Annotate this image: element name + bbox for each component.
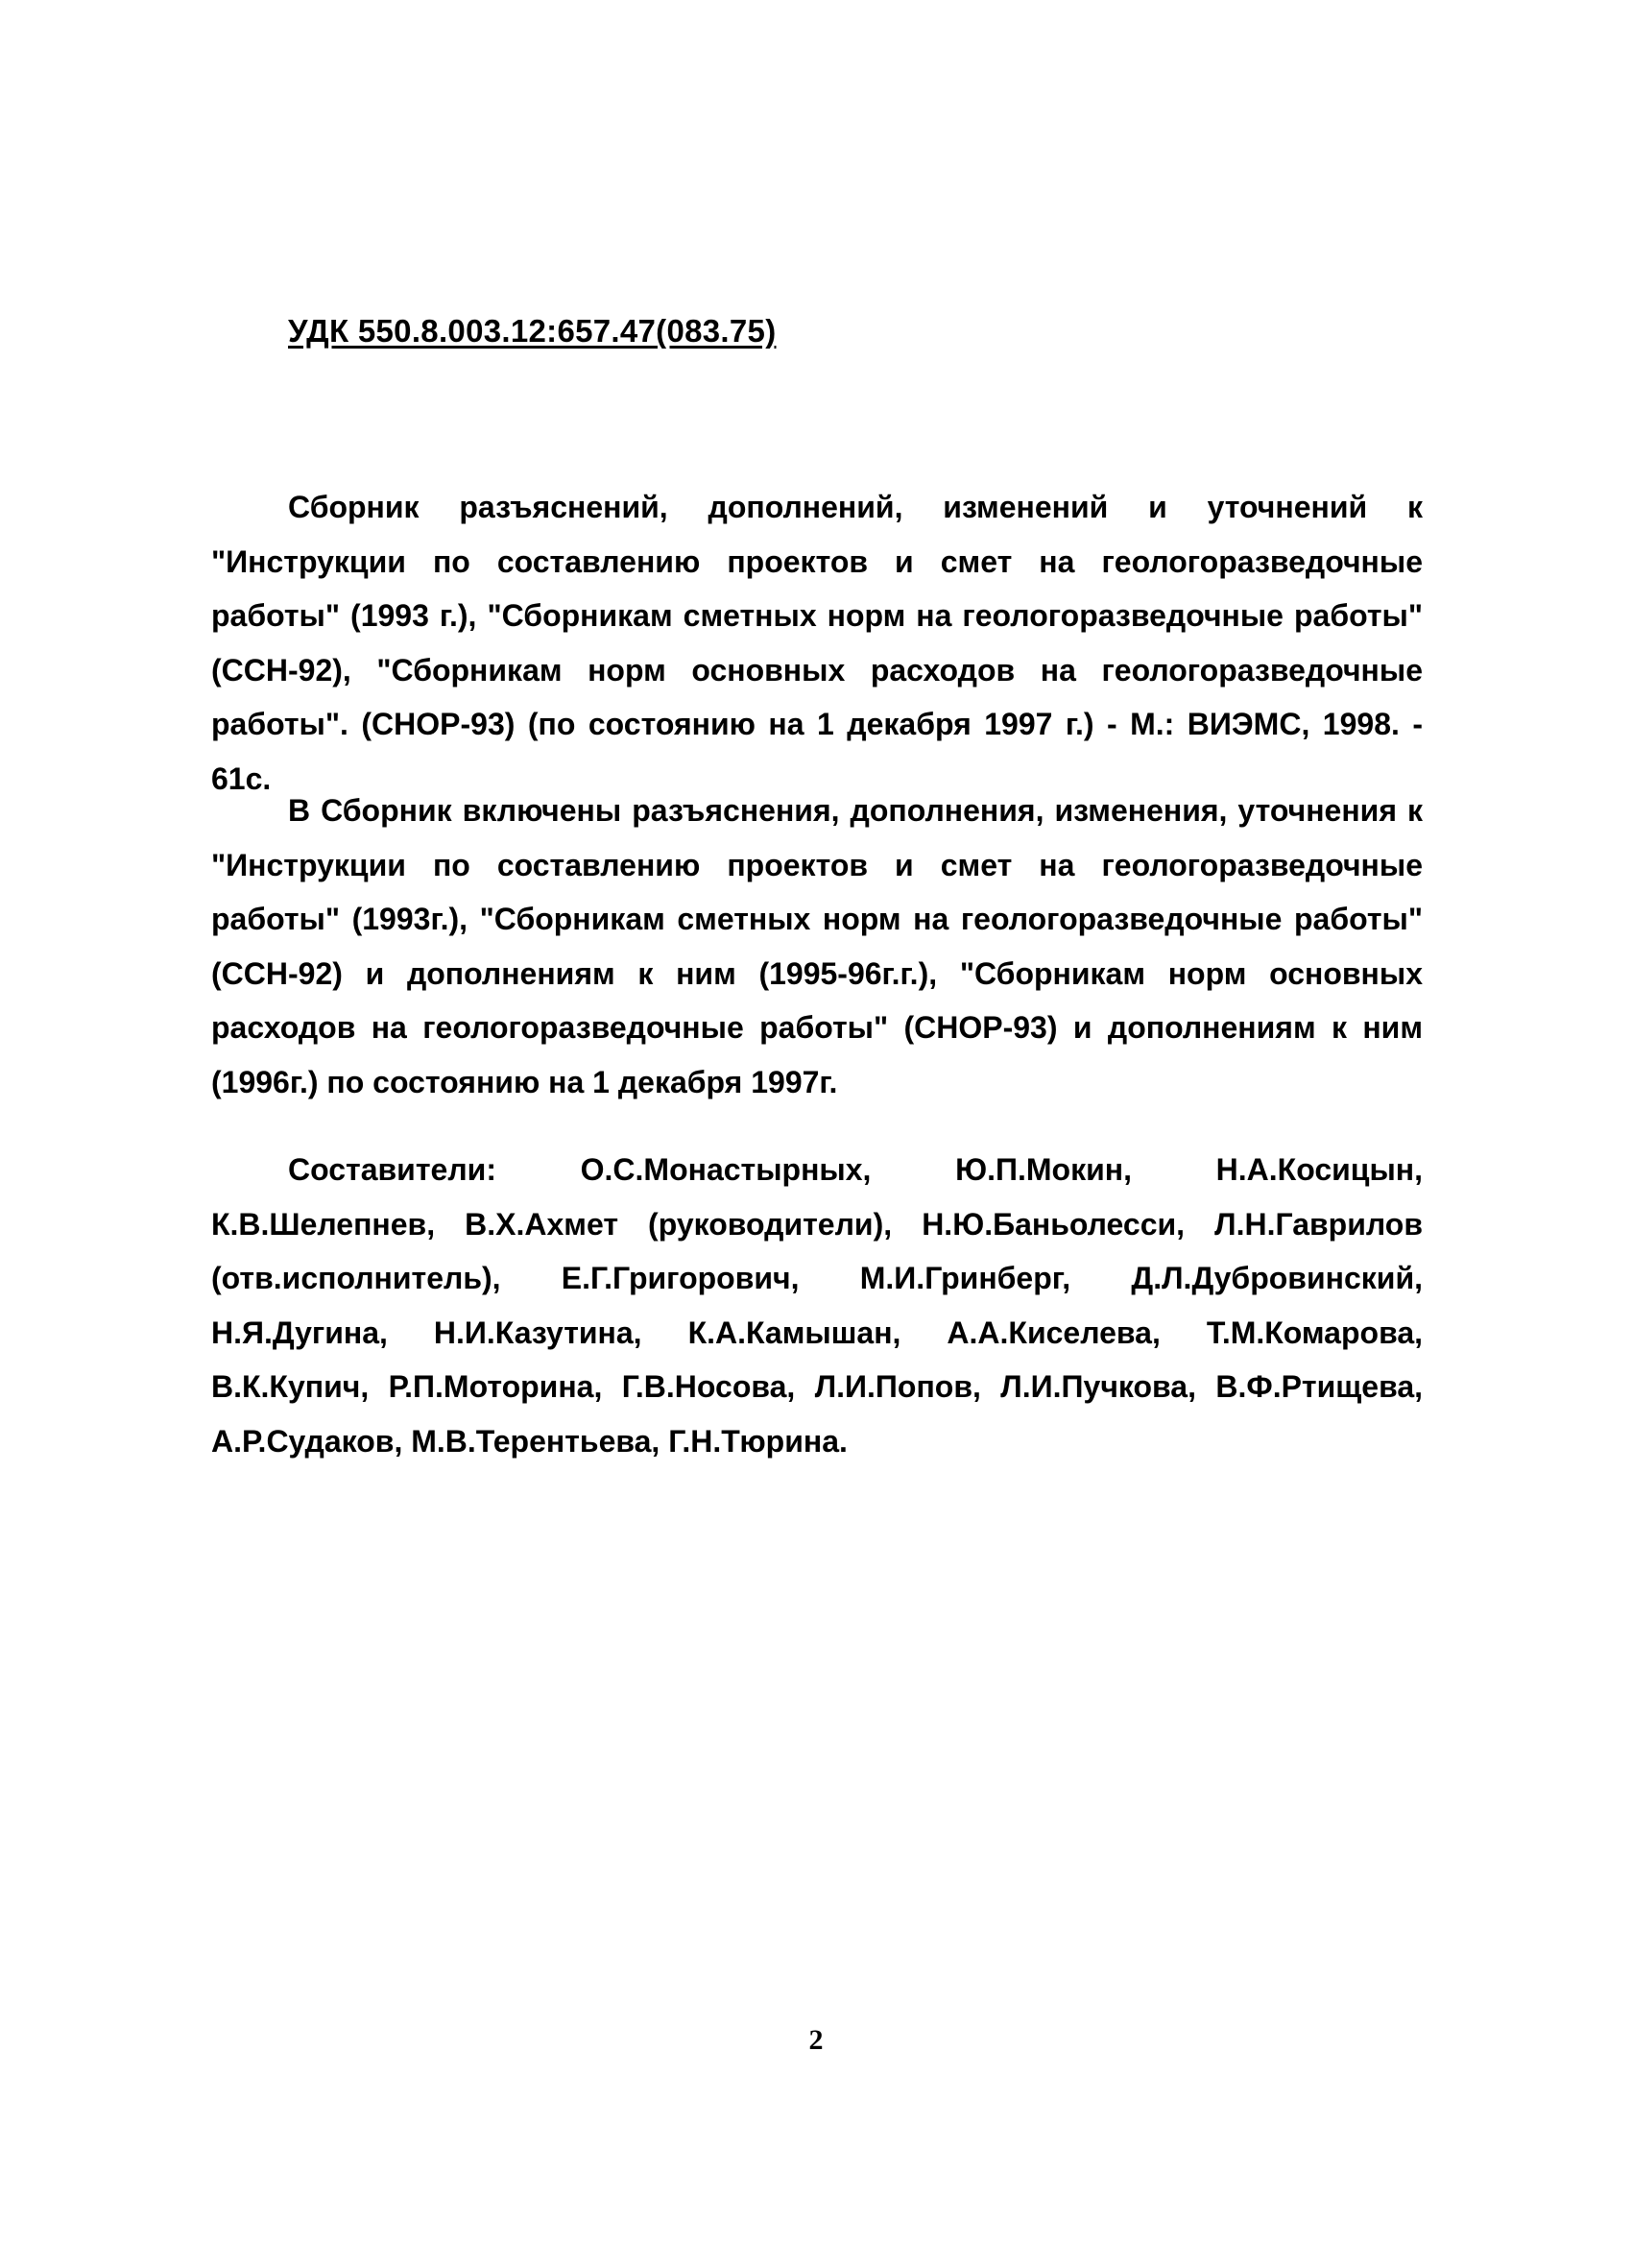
page-number: 2 [808, 2024, 824, 2056]
bibliographic-description: Сборник разъяснений, дополнений, изменений и уточнений к "Инструкции по составлению проектов и смет на геологоразведочные работы" (1993 г.), "Сборникам сметных норм на геологоразведочные работы" (ССН-92), "Сборникам норм основных расходов на геологоразведочные работы". (СНОР-93) (по состоянию на 1 декабря 1997 г.) - М.: ВИЭМС, 1998. - 61с. [211, 490, 1423, 796]
udk-code: УДК 550.8.003.12:657.47(083.75) [288, 313, 777, 349]
contents-description: В Сборник включены разъяснения, дополнения, изменения, уточнения к "Инструкции по составлению проектов и смет на геологоразведочные работы" (1993г.), "Сборникам сметных норм на геологоразведочные работы" (ССН-92) и дополнениям к ним (1995-96г.г.), "Сборникам норм основных расходов на геологоразведочные работы" (СНОР-93) и дополнениям к ним (1996г.) по состоянию на 1 декабря 1997г. [211, 793, 1423, 1099]
compilers-list: Составители: О.С.Монастырных, Ю.П.Мокин, Н.А.Косицын, К.В.Шелепнев, В.Х.Ахмет (руководители), Н.Ю.Баньолесси, Л.Н.Гаврилов (отв.исполнитель), Е.Г.Григорович, М.И.Гринберг, Д.Л.Дубровинский, Н.Я.Дугина, Н.И.Казутина, К.А.Камышан, А.А.Киселева, Т.М.Комарова, В.К.Купич, Р.П.Моторина, Г.В.Носова, Л.И.Попов, Л.И.Пучкова, В.Ф.Ртищева, А.Р.Судаков, М.В.Терентьева, Г.Н.Тюрина. [211, 1152, 1423, 1459]
